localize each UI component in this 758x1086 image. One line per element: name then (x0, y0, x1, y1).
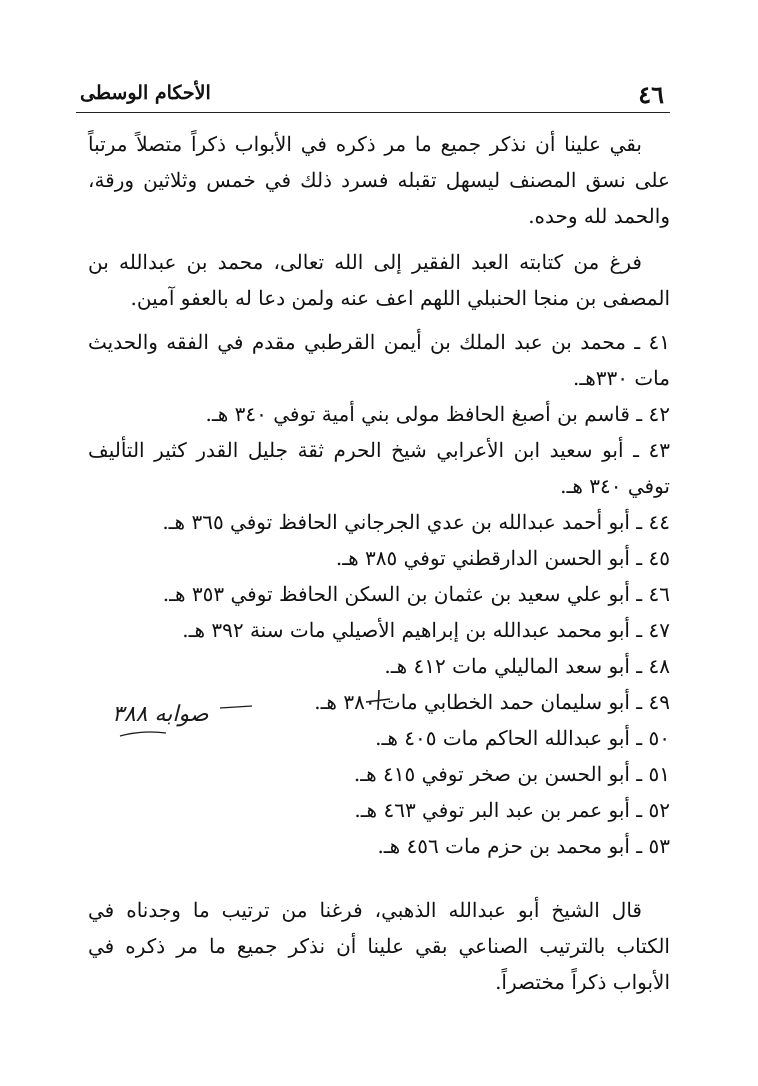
paragraph-colophon: فرغ من كتابته العبد الفقير إلى الله تعالى، محمد بن عبدالله بن المصفى بن منجا الحنبلي اللهم اعف عنه ولمن دعا له بالعفو آمين. (88, 250, 670, 310)
list-item: ٤٤ ـ أبو أحمد عبدالله بن عدي الجرجاني الحافظ توفي ٣٦٥ هـ. (162, 510, 670, 534)
page-number: ٤٦ (638, 80, 664, 109)
list-item: ٤٢ ـ قاسم بن أصبغ الحافظ مولى بني أمية توفي ٣٤٠ هـ. (205, 402, 670, 426)
list-item: ٥٢ ـ أبو عمر بن عبد البر توفي ٤٦٣ هـ. (354, 798, 670, 822)
handwritten-note (112, 696, 262, 744)
list-item: ٤٣ ـ أبو سعيد ابن الأعرابي شيخ الحرم ثقة جليل القدر كثير التأليف توفي ٣٤٠ هـ. (88, 438, 670, 498)
running-title: الأحكام الوسطى (80, 82, 211, 104)
correction-mark (360, 688, 400, 718)
list-item: ٤٧ ـ أبو محمد عبدالله بن إبراهيم الأصيلي مات سنة ٣٩٢ هـ. (182, 618, 670, 642)
page-header (76, 78, 670, 113)
list-item: ٥١ ـ أبو الحسن بن صخر توفي ٤١٥ هـ. (353, 762, 670, 786)
list-item: ٤٨ ـ أبو سعد الماليلي مات ٤١٢ هـ. (384, 654, 670, 678)
list-item: ٤٥ ـ أبو الحسن الدارقطني توفي ٣٨٥ هـ. (335, 546, 670, 570)
handwritten-note-text: صوابه ٣٨٨ (112, 702, 209, 727)
paragraph-intro: بقي علينا أن نذكر جميع ما مر ذكره في الأبواب ذكراً متصلاً مرتباً على نسق المصنف ليسهل تقبله فسرد ذلك في خمس وثلاثين ورقة، والحمد لله وحده. (88, 132, 670, 228)
paragraph-closing: قال الشيخ أبو عبدالله الذهبي، فرغنا من ترتيب ما وجدناه في الكتاب بالترتيب الصناعي بقي علينا أن نذكر جميع ما مر ذكره في الأبواب ذكراً مختصراً. (88, 898, 670, 994)
narrators-list (88, 324, 670, 864)
list-item: ٤٦ ـ أبو علي سعيد بن عثمان بن السكن الحافظ توفي ٣٥٣ هـ. (162, 582, 670, 606)
list-item: ٤٩ ـ أبو سليمان حمد الخطابي مات ٣٨٠ هـ. (314, 690, 670, 714)
list-item: ٥٠ ـ أبو عبدالله الحاكم مات ٤٠٥ هـ. (375, 726, 670, 750)
list-item: ٥٣ ـ أبو محمد بن حزم مات ٤٥٦ هـ. (377, 834, 670, 858)
list-item: ٤١ ـ محمد بن عبد الملك بن أيمن القرطبي مقدم في الفقه والحديث مات ٣٣٠هـ. (88, 330, 670, 390)
